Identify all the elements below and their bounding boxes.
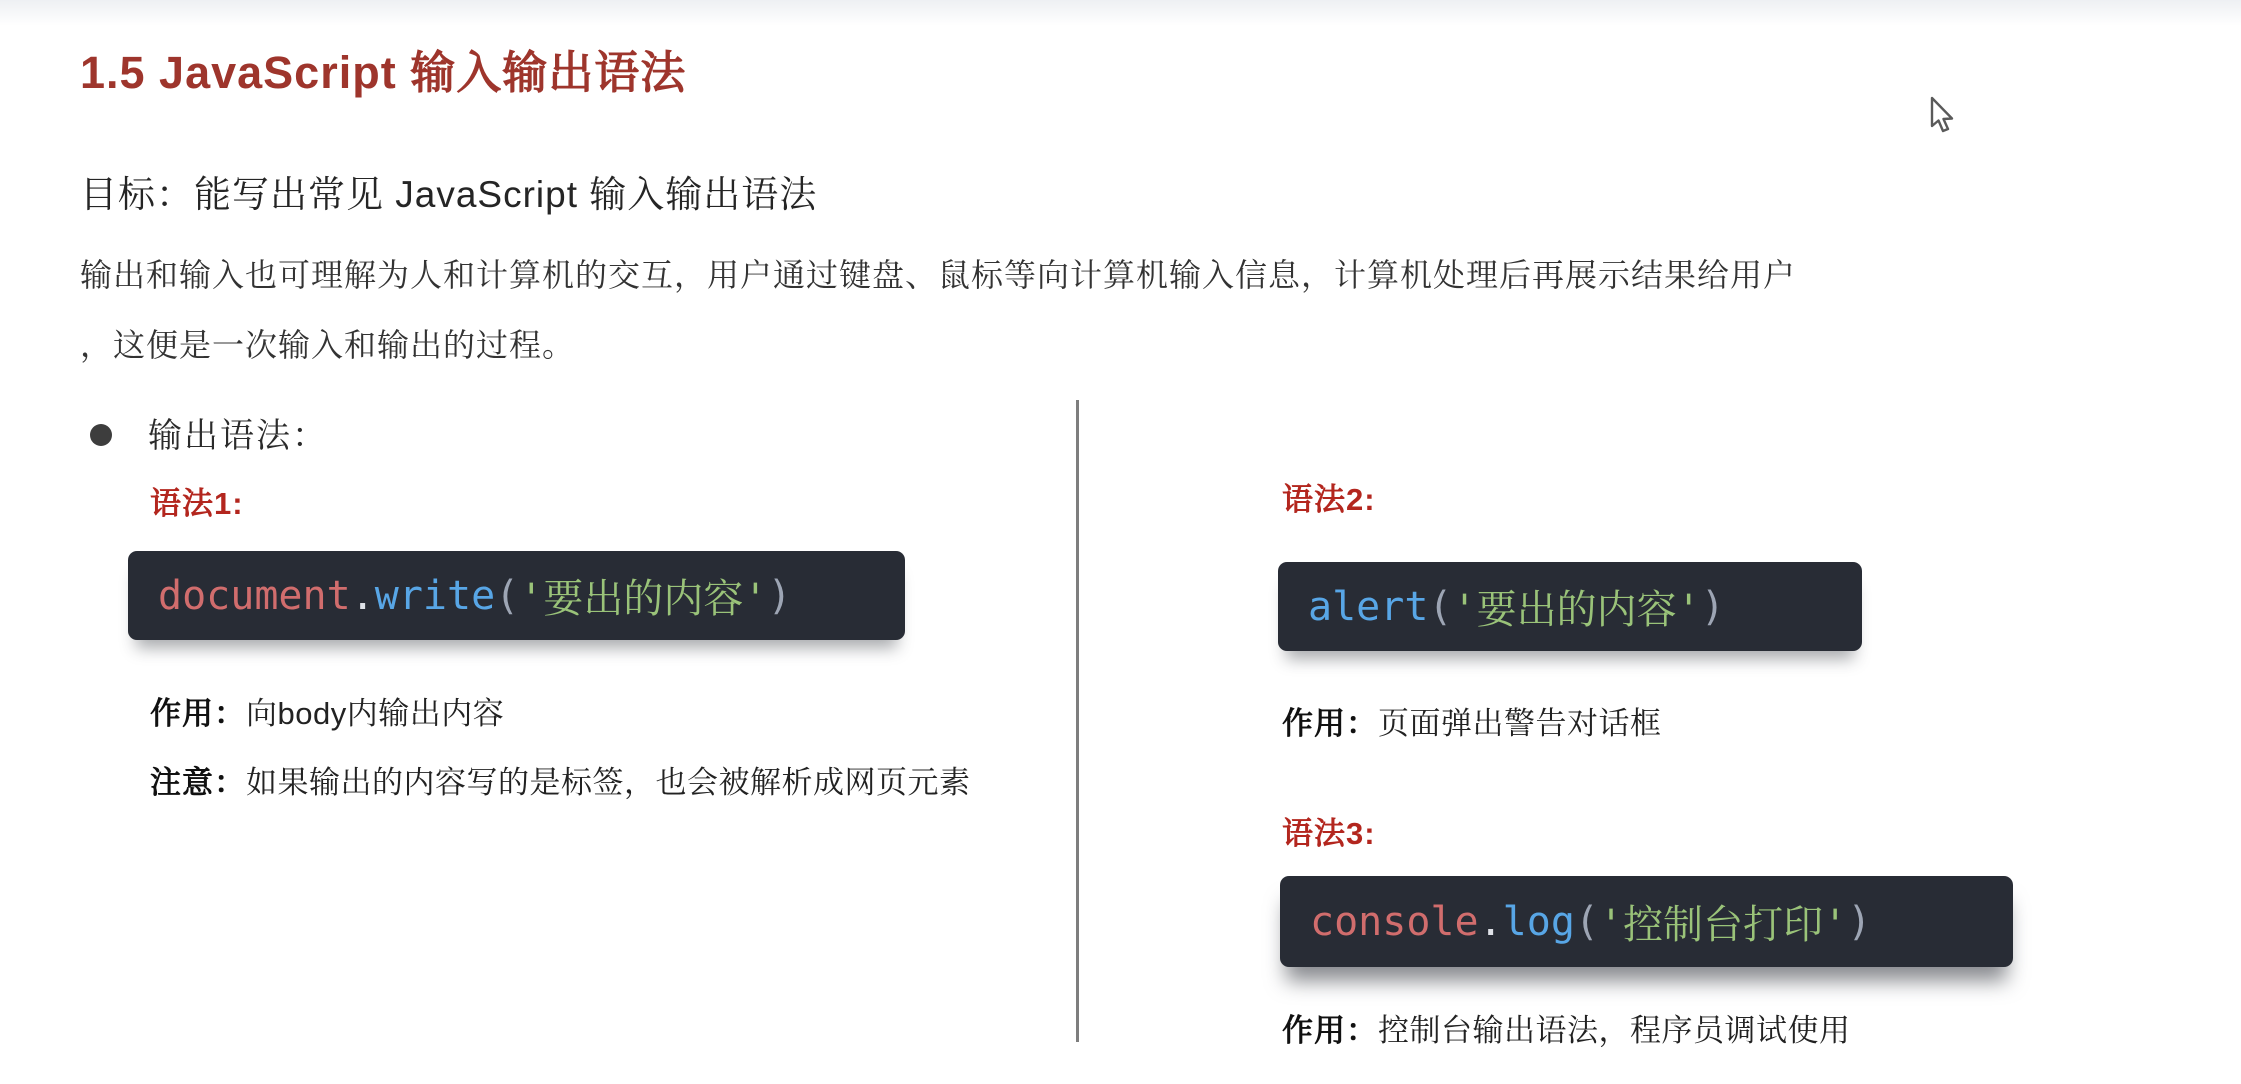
code-token-close-paren: ) xyxy=(767,572,792,619)
page-title: 1.5 JavaScript 输入输出语法 xyxy=(80,47,687,98)
syntax-2-label: 语法2: xyxy=(1282,482,1376,517)
code-block-console-log xyxy=(1280,876,2013,967)
code-token-method: alert xyxy=(1308,583,1429,630)
code-token-close-paren: ) xyxy=(1847,898,1872,945)
intro-line-1: 输出和输入也可理解为人和计算机的交互，用户通过键盘、鼠标等向计算机输入信息，计算机处理后再展示结果给用户 xyxy=(80,257,1797,293)
note-caution-1 xyxy=(150,757,971,802)
code-token-open-paren: ( xyxy=(1428,583,1453,630)
code-token-open-paren: ( xyxy=(1574,898,1600,945)
bullet-icon xyxy=(90,424,112,446)
note-body: 如果输出的内容写的是标签，也会被解析成网页元素 xyxy=(246,765,971,800)
mouse-cursor-icon xyxy=(1924,96,1958,136)
note-head: 作用： xyxy=(1282,706,1378,741)
goal-text: 目标：能写出常见 JavaScript 输入输出语法 xyxy=(80,174,818,215)
code-block-document-write xyxy=(128,551,905,640)
note-body: 控制台输出语法，程序员调试使用 xyxy=(1378,1013,1851,1048)
code-token-method: write xyxy=(374,572,496,619)
intro-line-2: ，这便是一次输入和输出的过程。 xyxy=(80,327,576,363)
syntax-3-label: 语法3: xyxy=(1282,816,1376,851)
code-token-dot: . xyxy=(350,572,375,619)
code-token-object: console xyxy=(1310,898,1479,945)
note-usage-2 xyxy=(1282,698,1662,743)
note-usage-3 xyxy=(1282,1005,1851,1050)
code-token-method: log xyxy=(1502,898,1575,945)
code-block-alert xyxy=(1278,562,1862,651)
note-body: 页面弹出警告对话框 xyxy=(1378,706,1662,741)
column-divider xyxy=(1076,400,1079,1042)
note-head: 作用： xyxy=(1282,1013,1378,1048)
note-usage-1 xyxy=(150,688,504,733)
syntax-1-label: 语法1: xyxy=(150,486,244,521)
note-head: 作用： xyxy=(150,696,246,731)
code-token-string: '要出的内容' xyxy=(1452,587,1701,633)
code-token-dot: . xyxy=(1478,898,1503,945)
code-token-string: '要出的内容' xyxy=(519,576,768,622)
code-token-close-paren: ) xyxy=(1700,583,1725,630)
note-body: 向body内输出内容 xyxy=(246,696,505,731)
bullet-label: 输出语法： xyxy=(148,417,328,455)
code-token-object: document xyxy=(158,572,351,619)
code-token-string: '控制台打印' xyxy=(1599,902,1848,948)
top-shadow-strip xyxy=(0,0,2241,26)
note-head: 注意： xyxy=(150,765,246,800)
code-token-open-paren: ( xyxy=(495,572,520,619)
